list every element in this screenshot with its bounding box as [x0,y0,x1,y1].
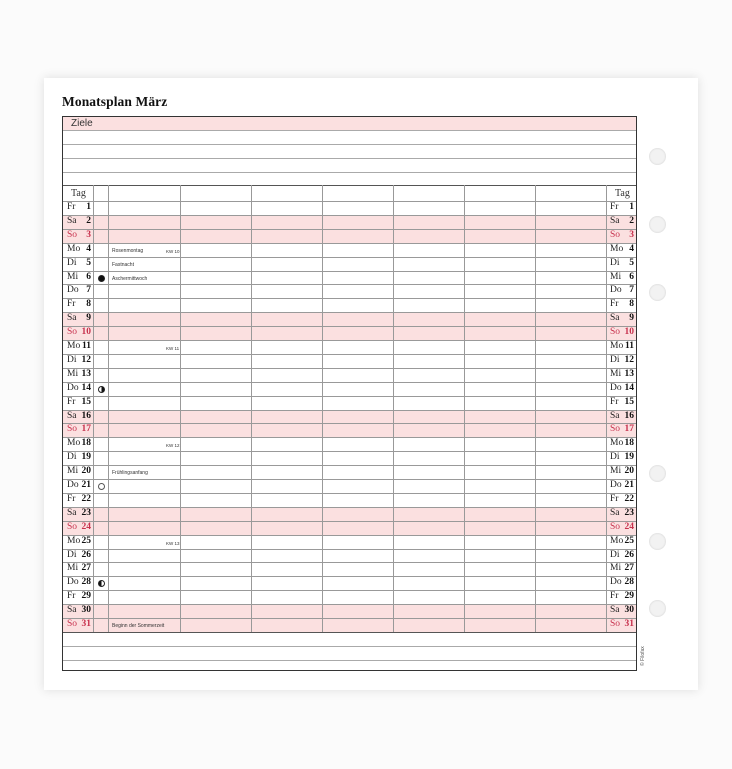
bottom-line [63,646,636,647]
day-number-left: 4 [86,243,91,254]
goals-header [63,117,636,131]
weekday-left: Sa [67,313,77,324]
weekday-left: Mi [67,368,79,379]
column-divider [322,185,323,632]
day-number-left: 6 [86,271,91,282]
weekday-right: Do [610,285,622,296]
weekday-left: Di [67,257,77,268]
day-number-right: 2 [629,215,634,226]
weekday-right: Di [610,452,620,463]
bottom-line [63,660,636,661]
day-number-left: 19 [81,452,91,463]
day-number-left: 3 [86,229,91,240]
day-row[interactable] [63,479,636,494]
day-row[interactable] [63,201,636,216]
weekday-left: Fr [67,299,76,310]
weekday-left: Sa [67,605,77,616]
column-divider [93,185,94,632]
goals-divider [63,185,636,186]
weekday-left: Di [67,549,77,560]
weekday-right: So [610,424,621,435]
weekday-left: Mo [67,438,81,449]
day-row[interactable] [63,618,636,633]
weekday-right: Do [610,577,622,588]
punch-hole [649,465,666,482]
day-number-right: 22 [624,493,634,504]
weekday-left: Fr [67,493,76,504]
column-divider [393,185,394,632]
weekday-right: Fr [610,493,619,504]
day-row[interactable] [63,215,636,230]
day-number-left: 23 [81,507,91,518]
day-number-left: 28 [81,577,91,588]
weekday-right: Mo [610,535,624,546]
column-divider [180,185,181,632]
weekday-left: Do [67,480,79,490]
day-number-right: 11 [625,341,634,351]
day-row[interactable] [63,493,636,508]
weekday-left: Mi [67,271,79,282]
day-number-left: 7 [86,285,91,296]
day-number-left: 21 [81,480,91,490]
weekday-right: Di [610,354,620,365]
day-number-right: 23 [624,507,634,518]
weekday-left: So [67,619,78,629]
day-number-left: 22 [81,493,91,504]
day-number-right: 26 [624,549,634,560]
day-number-right: 13 [624,368,634,379]
weekday-right: Do [610,480,622,490]
weekday-right: Mo [610,243,624,254]
column-divider [606,185,607,632]
weekday-left: Di [67,452,77,463]
day-row[interactable] [63,396,636,411]
day-number-left: 5 [86,257,91,268]
day-row[interactable] [63,604,636,619]
day-row[interactable] [63,257,636,272]
weekday-right: Fr [610,202,619,212]
day-number-right: 6 [629,271,634,282]
holiday-note: Fastnacht [112,261,134,268]
punch-hole [649,600,666,617]
day-number-right: 1 [629,202,634,212]
weekday-left: Fr [67,591,76,602]
week-number: KW 13 [166,540,180,546]
holiday-note: Beginn der Sommerzeit [112,623,165,629]
day-number-right: 10 [624,327,634,338]
day-number-left: 18 [81,438,91,449]
day-row[interactable] [63,521,636,536]
day-number-right: 21 [624,480,634,490]
weekday-left: Do [67,285,79,296]
day-number-right: 28 [624,577,634,588]
punch-hole [649,533,666,550]
weekday-left: Do [67,577,79,588]
day-number-left: 15 [81,396,91,407]
day-number-left: 1 [86,202,91,212]
page-title: Monatsplan März [62,94,168,109]
weekday-left: So [67,327,78,338]
full-moon-icon [98,483,105,490]
day-row[interactable] [63,271,636,286]
day-row[interactable] [63,326,636,341]
tag-header-right: Tag [615,188,630,199]
day-row[interactable] [63,410,636,425]
day-number-left: 14 [81,382,91,393]
day-number-right: 8 [629,299,634,310]
weekday-left: Mi [67,466,79,477]
day-number-left: 16 [81,410,91,421]
day-number-left: 13 [81,368,91,379]
day-row[interactable] [63,243,636,258]
weekday-right: Fr [610,591,619,602]
day-row[interactable] [63,562,636,577]
day-row[interactable] [63,576,636,591]
day-row[interactable] [63,549,636,564]
weekday-right: Sa [610,605,620,616]
day-row[interactable] [63,423,636,438]
day-number-left: 8 [86,299,91,310]
week-number: KW 10 [166,248,180,254]
weekday-right: So [610,327,621,338]
weekday-right: Di [610,257,620,268]
bottom-line [63,632,636,633]
day-number-left: 24 [81,521,91,532]
weekday-right: So [610,619,621,629]
day-number-left: 10 [81,327,91,338]
day-row[interactable] [63,229,636,244]
weekday-left: So [67,521,78,532]
weekday-right: Fr [610,299,619,310]
last-quarter-moon-icon [98,580,105,587]
day-number-left: 9 [86,313,91,324]
weekday-left: Mo [67,341,81,351]
weekday-right: Mi [610,368,622,379]
day-number-right: 16 [624,410,634,421]
weekday-left: Fr [67,396,76,407]
weekday-left: Sa [67,410,77,421]
column-divider [251,185,252,632]
weekday-left: Sa [67,507,77,518]
day-number-left: 29 [81,591,91,602]
day-number-left: 26 [81,549,91,560]
weekday-right: Mi [610,271,622,282]
weekday-right: So [610,229,621,240]
brand-mark: © Filofax [640,646,646,666]
day-number-right: 19 [624,452,634,463]
day-number-right: 4 [629,243,634,254]
day-number-right: 17 [624,424,634,435]
column-divider [464,185,465,632]
day-number-right: 7 [629,285,634,296]
day-row[interactable] [63,368,636,383]
week-number: KW 12 [166,443,180,449]
first-quarter-moon-icon [98,386,105,393]
day-number-left: 2 [86,215,91,226]
day-row[interactable] [63,312,636,327]
weekday-right: Mo [610,438,624,449]
day-number-left: 27 [81,563,91,574]
day-number-left: 12 [81,354,91,365]
day-number-right: 31 [624,619,634,629]
holiday-note: Aschermittwoch [112,275,148,282]
day-row[interactable] [63,354,636,369]
tag-header-left: Tag [71,188,86,199]
day-row[interactable] [63,284,636,299]
weekday-right: Sa [610,507,620,518]
day-number-right: 27 [624,563,634,574]
day-number-right: 14 [624,382,634,393]
day-number-right: 25 [624,535,634,546]
day-number-left: 30 [81,605,91,616]
day-number-right: 18 [624,438,634,449]
day-number-right: 5 [629,257,634,268]
day-number-right: 9 [629,313,634,324]
day-number-left: 31 [81,619,91,629]
weekday-right: Mi [610,563,622,574]
weekday-left: Fr [67,202,76,212]
day-row[interactable] [63,507,636,522]
column-divider [108,185,109,632]
weekday-left: Mo [67,535,81,546]
day-row[interactable] [63,382,636,397]
punch-hole [649,148,666,165]
day-row[interactable] [63,465,636,480]
day-number-right: 3 [629,229,634,240]
weekday-right: Sa [610,313,620,324]
weekday-right: Do [610,382,622,393]
day-row[interactable] [63,437,636,452]
day-row[interactable] [63,451,636,466]
day-number-right: 12 [624,354,634,365]
day-number-right: 29 [624,591,634,602]
weekday-left: Mi [67,563,79,574]
holiday-note: Frühlingsanfang [112,470,148,477]
weekday-right: Di [610,549,620,560]
day-number-right: 24 [624,521,634,532]
punch-hole [649,284,666,301]
column-divider [535,185,536,632]
weekday-right: Fr [610,396,619,407]
weekday-right: Mo [610,341,624,351]
day-row[interactable] [63,590,636,605]
day-row[interactable] [63,298,636,313]
weekday-right: Mi [610,466,622,477]
week-number: KW 11 [166,346,180,351]
day-row[interactable] [63,535,636,550]
weekday-right: So [610,521,621,532]
goals-label: Ziele [71,118,93,129]
goals-line [63,172,636,173]
weekday-left: So [67,424,78,435]
holiday-note: Rosenmontag [112,247,144,254]
day-number-right: 15 [624,396,634,407]
day-number-right: 20 [624,466,634,477]
day-number-left: 25 [81,535,91,546]
punch-hole [649,216,666,233]
day-number-left: 11 [82,341,91,351]
weekday-left: Mo [67,243,81,254]
day-number-right: 30 [624,605,634,616]
weekday-left: Di [67,354,77,365]
calendar-grid [62,116,637,671]
goals-line [63,158,636,159]
weekday-left: Sa [67,215,77,226]
weekday-right: Sa [610,215,620,226]
goals-line [63,144,636,145]
weekday-right: Sa [610,410,620,421]
weekday-left: So [67,229,78,240]
new-moon-icon [98,275,105,282]
weekday-left: Do [67,382,79,393]
day-number-left: 17 [81,424,91,435]
day-row[interactable] [63,340,636,355]
day-number-left: 20 [81,466,91,477]
